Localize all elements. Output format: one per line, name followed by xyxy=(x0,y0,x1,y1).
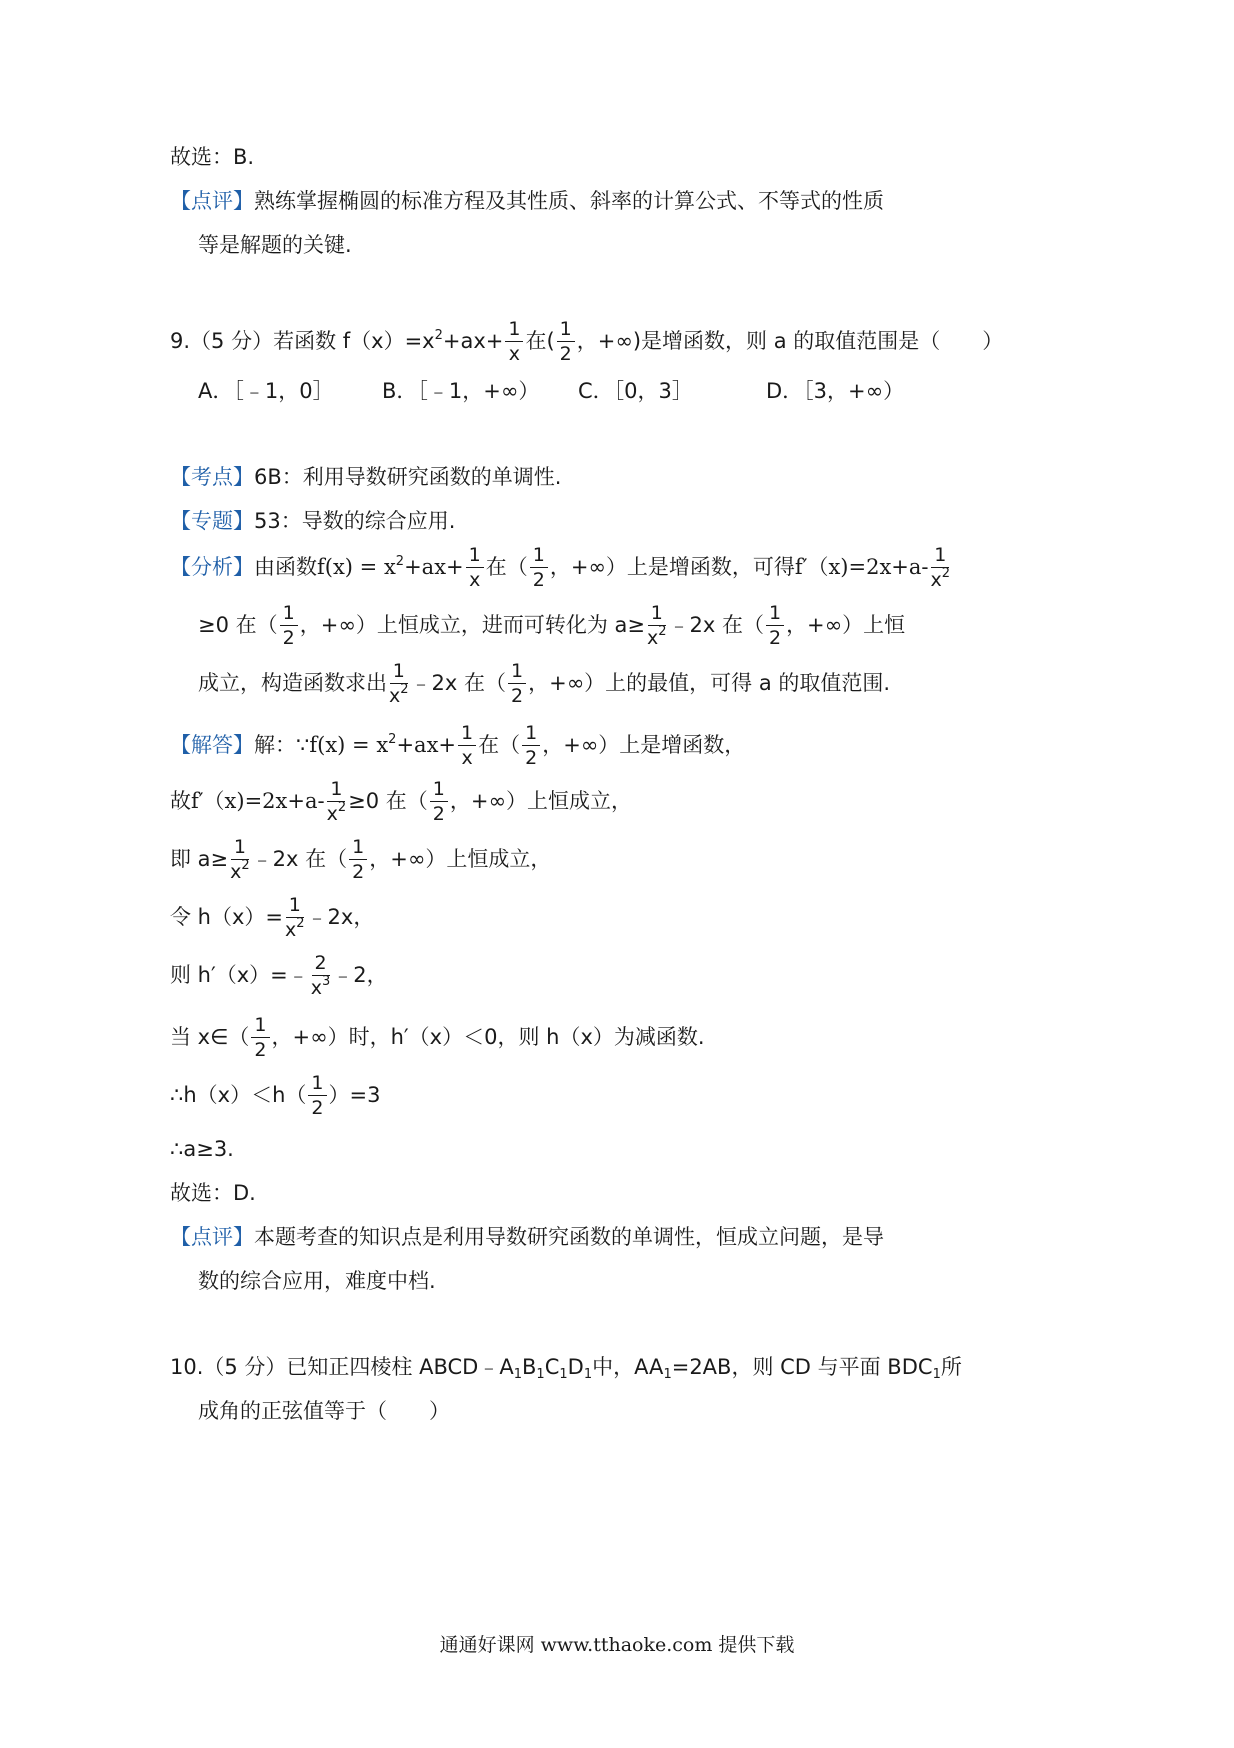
q9-comment: 【点评】本题考查的知识点是利用导数研究函数的单调性，恒成立问题，是导 xyxy=(170,1225,884,1249)
q10-stem: 10.（5 分）已知正四棱柱 $ABCD﹣A_1B_1C_1D_1$中，$AA_1=2AB$，则 CD 与平面 $BDC_1$所 xyxy=(170,1355,962,1382)
page-footer: 通通好课网 www.tthaoke.com 提供下载 xyxy=(439,1634,795,1656)
choice-d: D．［3，+∞） xyxy=(766,379,905,403)
q9-step-1: 故f′（x)=2x+a- $\frac{1}{x^2}$ ≥0 在（ $\frac{1}{2}$ ，+∞）上恒成立， xyxy=(170,778,632,825)
q9-fenxi-2: ≥0 在（ $\frac{1}{2}$ ，+∞）上恒成立，进而可转化为 a≥ $\frac{1}{x^2}$ ﹣2x 在（ $\frac{1}{2}$ ，+∞）上恒 xyxy=(198,602,906,649)
q9-fenxi-3: 成立，构造函数求出 $\frac{1}{x^2}$ ﹣2x 在（ $\frac{1}{2}$ ，+∞）上的最值，可得 a 的取值范围. xyxy=(198,660,891,707)
q9-step-4: 则 h′（x）=﹣ $\frac{2}{x^3}$ ﹣2， xyxy=(170,952,388,999)
q9-kaodian: 【考点】6B：利用导数研究函数的单调性. xyxy=(170,465,562,489)
q9-step-3: 令 h（x）= $\frac{1}{x^2}$ ﹣2x， xyxy=(170,894,375,941)
fraction: $\frac{1}{2}$ xyxy=(557,320,575,364)
q9-stem: 9.（5 分）若函数 $f(x)=x^2+ax+$ $\frac{1}{x}$ 在( $\frac{1}{2}$ ，+∞)是增函数，则 a 的取值范围是（ ） xyxy=(170,318,1004,365)
comment-text: 熟练掌握椭圆的标准方程及其性质、斜率的计算公式、不等式的性质 xyxy=(254,189,884,213)
q9-comment-cont: 数的综合应用，难度中档. xyxy=(198,1269,436,1293)
q9-choices xyxy=(198,374,918,408)
prev-comment xyxy=(170,184,884,218)
choice-a: A．［﹣1，0］ xyxy=(198,379,334,403)
q9-fenxi-1: 【分析】由函数$f(x) = x^2+ax+$ $\frac{1}{x}$ 在（ $\frac{1}{2}$ ，+∞）上是增函数，可得f′（x)=2x+a- $\frac{1}{x^2}$ xyxy=(170,544,951,591)
q9-step-6: ∴h（x）＜h（ $\frac{1}{2}$ ）=3 xyxy=(170,1072,381,1119)
prev-comment-cont: 等是解题的关键. xyxy=(198,233,352,257)
q9-step-2: 即 a≥ $\frac{1}{x^2}$ ﹣2x 在（ $\frac{1}{2}$ ，+∞）上恒成立， xyxy=(170,836,552,883)
q9-step-7: ∴a≥3. xyxy=(170,1137,234,1161)
choice-b: B．［﹣1，+∞） xyxy=(382,379,540,403)
q10-stem-cont: 成角的正弦值等于（ ） xyxy=(198,1399,450,1423)
q9-zhuanti: 【专题】53：导数的综合应用. xyxy=(170,509,456,533)
q9-answer: 故选：D. xyxy=(170,1181,256,1205)
comment-tag: 【点评】 xyxy=(170,189,254,213)
q9-jieda: 【解答】解：∵f(x) = $x^2+ax+$ $\frac{1}{x}$ 在（ $\frac{1}{2}$ ，+∞）上是增函数， xyxy=(170,722,746,769)
q9-step-5: 当 x∈（ $\frac{1}{2}$ ，+∞）时，h′（x）＜0，则 h（x）为减函数. xyxy=(170,1014,705,1061)
fraction: $\frac{1}{x}$ xyxy=(505,320,523,364)
choice-c: C．［0，3］ xyxy=(578,379,693,403)
prev-answer: 故选：B. xyxy=(170,145,255,169)
